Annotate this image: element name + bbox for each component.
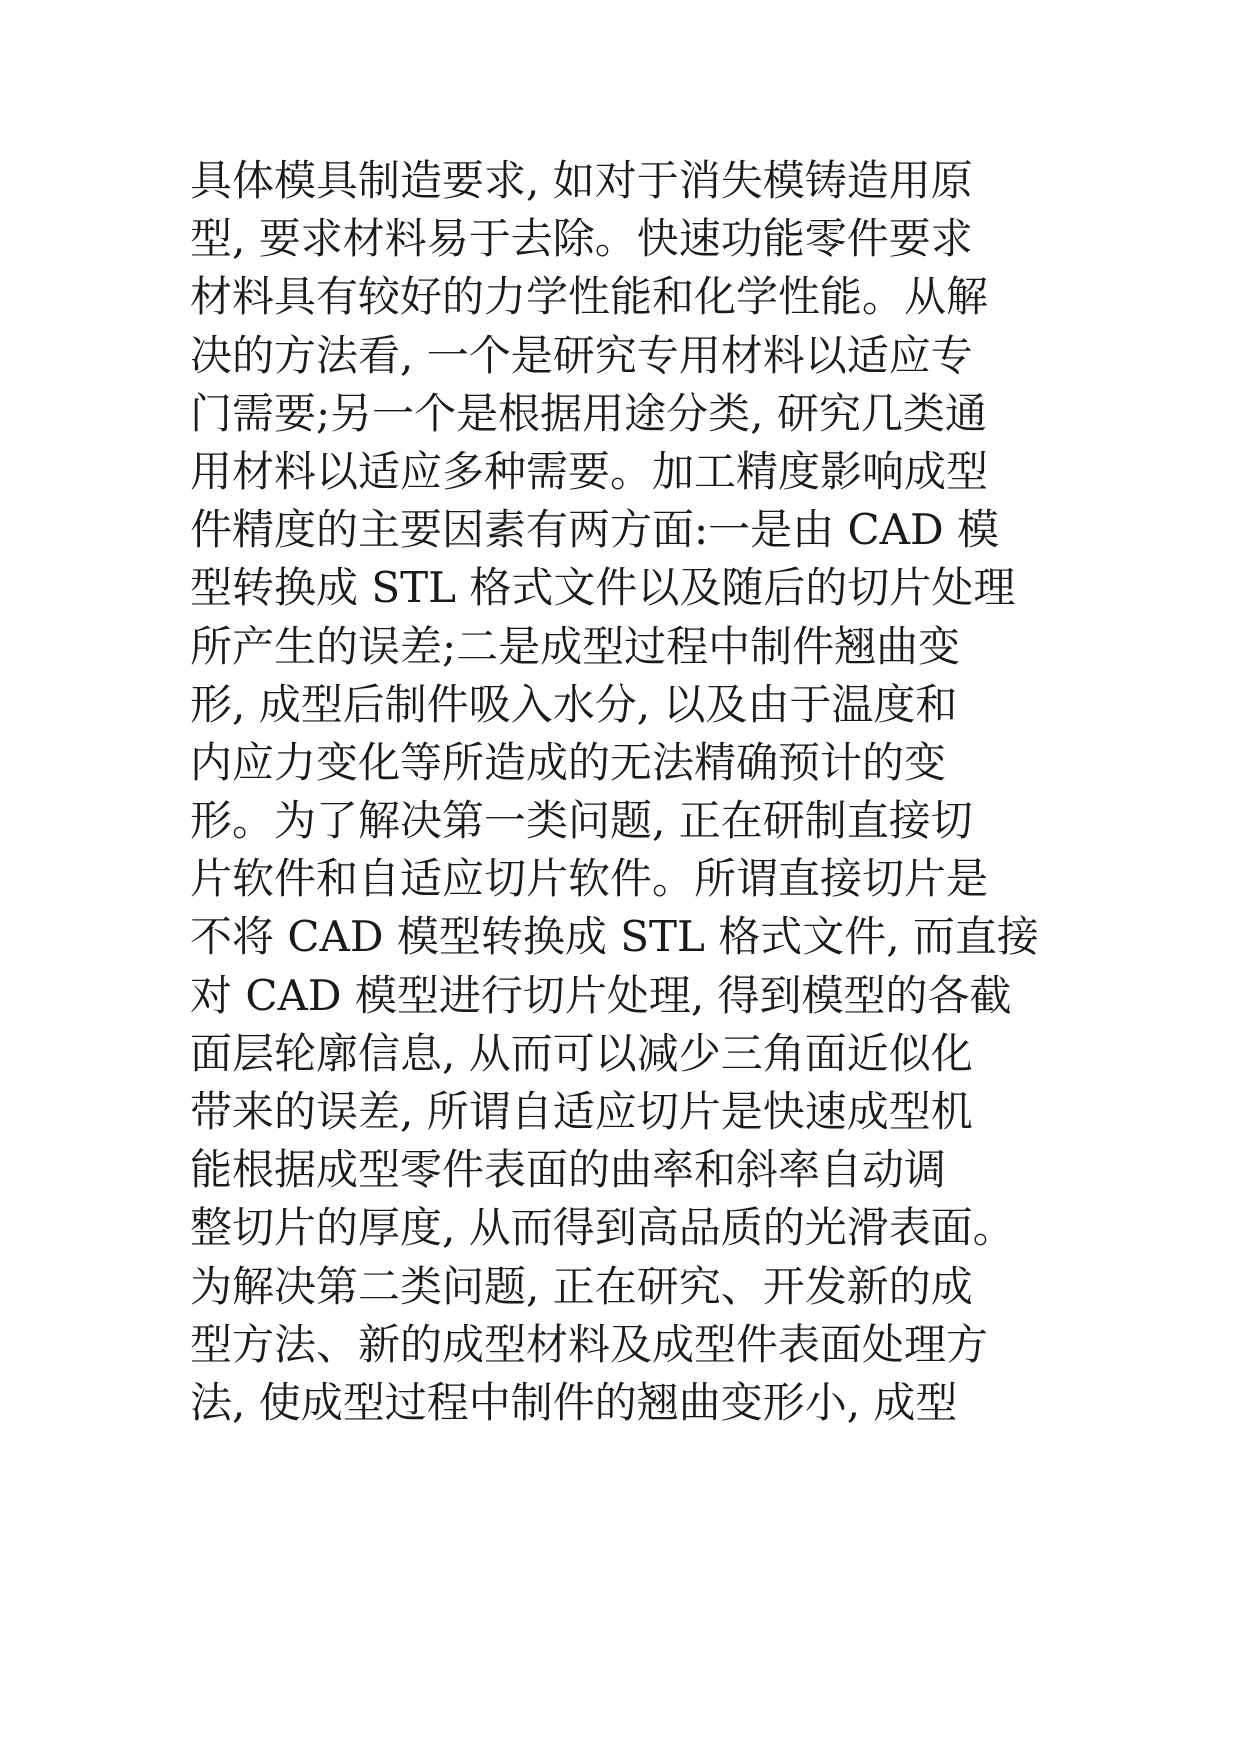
text-line-1: 具体模具制造要求, 如对于消失模铸造用原: [190, 156, 973, 205]
text-line-17: 带来的误差, 所谓自适应切片是快速成型机: [190, 1087, 973, 1136]
text-line-11: 内应力变化等所造成的无法精确预计的变: [190, 737, 947, 787]
text-line-15: 对 CAD 模型进行切片处理, 得到模型的各截: [190, 970, 1012, 1020]
text-line-13: 片软件和自适应切片软件。所谓直接切片是: [190, 854, 989, 904]
text-line-22: 法, 使成型过程中制件的翘曲变形小, 成型: [190, 1377, 958, 1427]
text-line-4: 决的方法看, 一个是研究专用材料以适应专: [190, 330, 973, 380]
text-line-19: 整切片的厚度, 从而得到高品质的光滑表面。: [190, 1203, 1015, 1253]
text-line-8: 型转换成 STL 格式文件以及随后的切片处理: [190, 563, 1016, 613]
text-line-20: 为解决第二类问题, 正在研究、开发新的成: [190, 1261, 973, 1311]
text-line-18: 能根据成型零件表面的曲率和斜率自动调: [190, 1145, 947, 1195]
body-text: [190, 152, 1230, 1432]
text-line-16: 面层轮廓信息, 从而可以减少三角面近似化: [190, 1028, 973, 1078]
text-line-10: 形, 成型后制件吸入水分, 以及由于温度和: [190, 679, 958, 729]
text-line-2: 型, 要求材料易于去除。快速功能零件要求: [190, 214, 973, 264]
text-line-5: 门需要;另一个是根据用途分类, 研究几类通: [190, 388, 987, 438]
text-line-3: 材料具有较好的力学性能和化学性能。从解: [190, 272, 989, 322]
text-line-21: 型方法、新的成型材料及成型件表面处理方: [190, 1319, 989, 1369]
text-line-6: 用材料以适应多种需要。加工精度影响成型: [190, 446, 989, 496]
text-line-9: 所产生的误差;二是成型过程中制件翘曲变: [190, 621, 961, 671]
text-line-12: 形。为了解决第一类问题, 正在研制直接切: [190, 796, 973, 846]
text-line-7: 件精度的主要因素有两方面:一是由 CAD 模: [190, 505, 999, 555]
text-line-14: 不将 CAD 模型转换成 STL 格式文件, 而直接: [190, 912, 1039, 962]
